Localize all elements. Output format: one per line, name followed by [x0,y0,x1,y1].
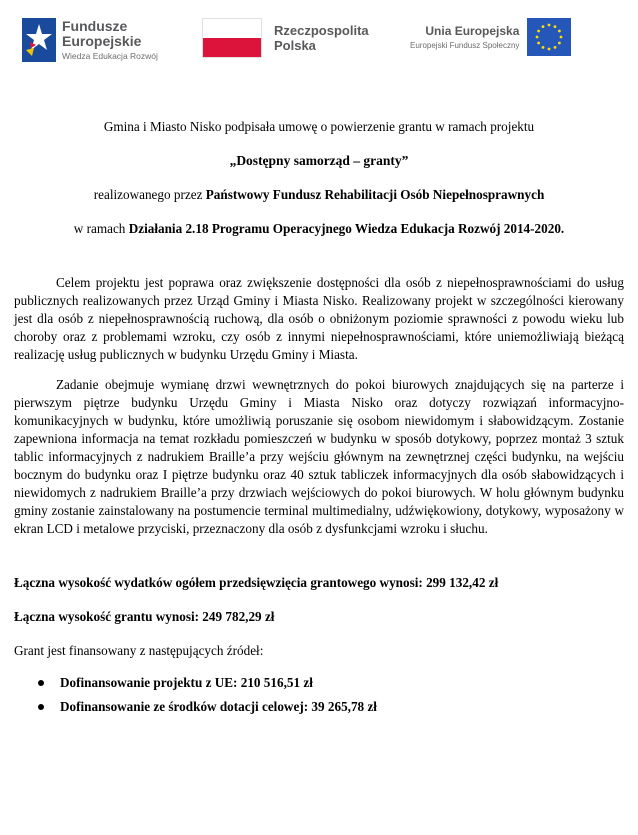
paragraph-task: Zadanie obejmuje wymianę drzwi wewnętrznych do pokoi biurowych znajdujących się na parterze i pierwszym piętrze budynku Urzędu Gminy i Miasta Nisko oraz dotyczy rozwiązań informacyjno-komunikacyjnych w budynku, które umożliwią poruszanie się osobom niewidomym i słabowidzącym. Zostanie zapewniona informacja na temat rozkładu pomieszczeń w budynku w sposób dotykowy, poprzez montaż 3 sztuk tablic informacyjnych z nadrukiem Braille’a przy wejściu głównym na zewnętrznej części budynku, na wejściu bocznym do budynku oraz I piętrze budynku oraz 40 sztuk tabliczek informacyjnych dla osób słabowidzących i niewidomych z nadrukiem Braille’a przy drzwiach wejściowych do pokoi biurowych. W holu głównym budynku gminy zostanie zainstalowany na postumencie terminal multimedialny, udźwiękowiony, dotykowy, wyposażony w ekran LCD i metalowe przyciski, przeznaczony dla osób z dysfunkcjami wzroku i słuchu. [14,377,624,536]
action-name: Działania 2.18 Programu Operacyjnego Wiedza Edukacja Rozwój 2014-2020. [128,221,565,236]
fundusze-europejskie-logo [22,18,158,62]
rp-line1: Rzeczpospolita [274,23,369,38]
document-body [14,118,624,722]
fe-star-icon [22,18,56,62]
financing-intro: Grant jest finansowany z następujących źródeł: [14,643,264,658]
polish-flag-icon [202,18,262,58]
financing-sources [14,674,624,716]
realized-prefix: realizowanego przez [93,187,206,202]
project-title: „Dostępny samorząd – granty” [229,153,409,168]
action-line [14,220,624,238]
unia-europejska-logo [410,18,571,56]
eu-flag-icon [527,18,571,56]
fe-line2: Europejskie [62,33,142,49]
realized-org: Państwowy Fundusz Rehabilitacji Osób Niepełnosprawnych [205,187,545,202]
list-item [14,674,624,692]
ue-line2: Europejski Fundusz Społeczny [410,41,520,50]
action-prefix: w ramach [73,221,129,236]
fe-line3: Wiedza Edukacja Rozwój [62,51,158,61]
list-item [14,698,624,716]
realized-by-line [14,186,624,204]
paragraph-goal: Celem projektu jest poprawa oraz zwiększenie dostępności dla osób z niepełnosprawnościami do usług publicznych realizowanych przez Urząd Gminy i Miasta Nisko. Realizowany projekt w szczególności kierowany jest dla osób z niepełnosprawnością ruchową, dla osób o obniżonym poziomie sprawności z powodu wieku lub choroby oraz z problemami wzroku, czy osób z innymi niepełnosprawnościami, które uniemożliwiają bieżącą realizację usług publicznych w budynku Urzędu Gminy i Miasta. [14,275,624,362]
intro-line: Gmina i Miasto Nisko podpisała umowę o powierzenie grantu w ramach projektu [103,119,535,134]
bullet-icon [38,704,44,710]
total-grant: Łączna wysokość grantu wynosi: 249 782,29 zł [14,609,275,624]
rp-line2: Polska [274,38,316,53]
logo-bar [0,0,638,100]
rzeczpospolita-polska-logo [202,18,369,58]
ue-line1: Unia Europejska [425,24,520,38]
fe-line1: Fundusze [62,18,128,34]
source-text: Dofinansowanie projektu z UE: 210 516,51 zł [60,675,313,690]
bullet-icon [38,680,44,686]
source-text: Dofinansowanie ze środków dotacji celowej: 39 265,78 zł [60,699,377,714]
total-expenses: Łączna wysokość wydatków ogółem przedsięwzięcia grantowego wynosi: 299 132,42 zł [14,575,499,590]
